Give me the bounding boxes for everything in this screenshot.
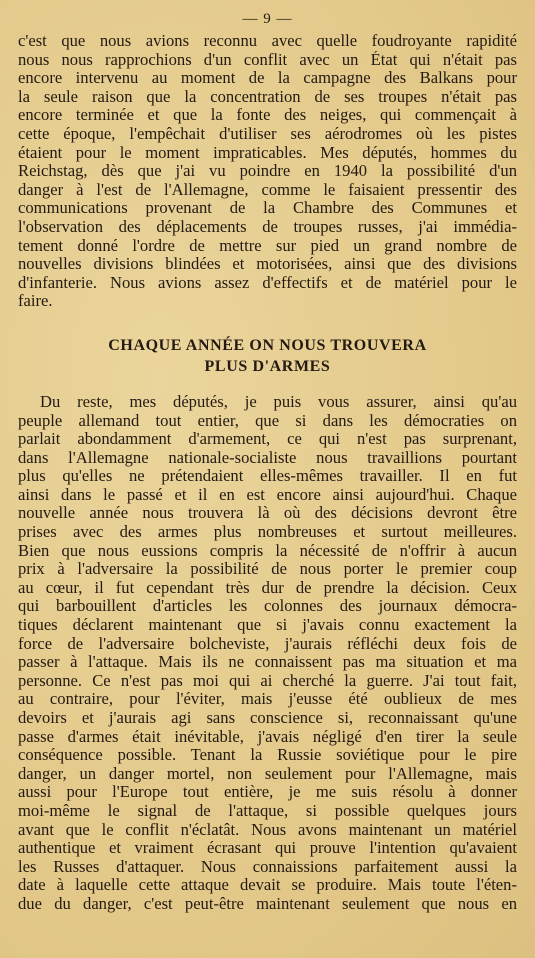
text-line: devoirs et j'aurais agi sans conscience si, reconnaissant qu'une [18,709,517,727]
page-number: — 9 — [242,11,293,27]
text-line: moi-même le signal de l'attaque, si possible quelques jours [18,801,517,820]
text-line: authentique et vraiment écrasant qui prouve l'intention qu'avaient [18,839,517,858]
text-line: conséquence possible. Tenant la Russie soviétique pour le pire [18,746,517,765]
text-line: c'est que nous avions reconnu avec quelle foudroyante rapidité [18,32,517,50]
paragraph-2 [18,393,517,914]
text-line: danger à l'est de l'Allemagne, comme le faisaient pressentir des [18,180,517,199]
text-line: prises avec des armes plus nombreuses et surtout meilleures. [18,523,517,542]
text-line: avant que le conflit n'éclatât. Nous avons maintenant un matériel [18,820,517,839]
text-line: plus qu'elles ne prétendaient elles-mêmes travailler. Il en fut [18,467,517,486]
text-line: nouvelle année nous trouvera là où des décisions devront être [18,504,517,523]
text-line: force de l'adversaire bolcheviste, j'aurais réfléchi deux fois de [18,634,517,653]
text-line: tement donné l'ordre de mettre sur pied un grand nombre de [18,236,517,255]
text-line: ainsi dans le passé et il en est encore ainsi aujourd'hui. Chaque [18,485,517,504]
text-line: tiques déclarent maintenant que si j'avais connu exactement la [18,616,517,635]
text-line: Bien que nous eussions compris la nécessité de n'offrir à aucun [18,541,517,560]
text-line: l'observation des déplacements de troupes russes, j'ai immédia- [18,217,517,236]
text-line: encore terminée et que la fonte des neiges, qui commençait à [18,106,517,125]
text-line: étaient pour le moment impraticables. Mes députés, hommes du [18,143,517,162]
text-line: prix à l'adversaire la possibilité de nous porter le premier coup [18,560,517,579]
text-line: passer à l'attaque. Mais ils ne connaissent pas ma situation et ma [18,653,517,672]
text-line: danger, un danger mortel, non seulement pour l'Allemagne, mais [18,764,517,783]
text-line: peuple allemand tout entier, que si dans les démocraties on [18,411,517,430]
text-line: faire. [18,292,53,311]
text-line: nouvelles divisions blindées et motorisées, ainsi que des divisions [18,255,517,274]
text-line: passe d'armes était inévitable, j'avais négligé d'en tirer la seule [18,727,517,746]
text-line: cette époque, l'empêchait d'utiliser ses aérodromes où les pistes [18,124,517,143]
text-line: dans l'Allemagne nationale-socialiste nous travaillions pourtant [18,448,517,467]
text-line: parlait abondamment d'armement, ce qui n'est pas surprenant, [18,430,517,449]
text-line: Reichstag, dès que j'ai vu poindre en 1940 la possibilité d'un [18,162,517,181]
section-heading-line-2: PLUS D'ARMES [204,357,331,375]
text-line: nous nous rapprochions d'un conflit avec un État qui n'était pas [18,50,517,69]
text-line: encore intervenu au moment de la campagne des Balkans pour [18,69,517,88]
text-line: au cœur, il fut cependant très dur de prendre la décision. Ceux [18,578,517,597]
text-line: personne. Ce n'est pas moi qui ai cherché la guerre. J'ai tout fait, [18,671,517,690]
paragraph-1 [18,32,517,311]
text-line: d'infanterie. Nous avions assez d'effectifs et de matériel pour le [18,273,517,292]
section-heading [18,335,517,377]
text-line: les Russes d'attaquer. Nous connaissions parfaitement aussi la [18,857,517,876]
text-line: au contraire, pour l'éviter, mais j'eusse été oublieux de mes [18,690,517,709]
text-line: qui barbouillent d'articles les colonnes des journaux démocra- [18,597,517,616]
text-line: aussi pour l'Europe tout entière, je me suis résolu à donner [18,783,517,802]
text-line: communications provenant de la Chambre des Communes et [18,199,517,218]
text-line: date à laquelle cette attaque devait se produire. Mais toute l'éten- [18,876,517,895]
text-line: Du reste, mes députés, je puis vous assurer, ainsi qu'au [40,392,517,411]
text-line: due du danger, c'est peut-être maintenant seulement que nous en [18,894,517,913]
section-heading-line-1: CHAQUE ANNÉE ON NOUS TROUVERA [108,336,427,354]
text-line: la seule raison que la concentration de ses troupes n'était pas [18,87,517,106]
